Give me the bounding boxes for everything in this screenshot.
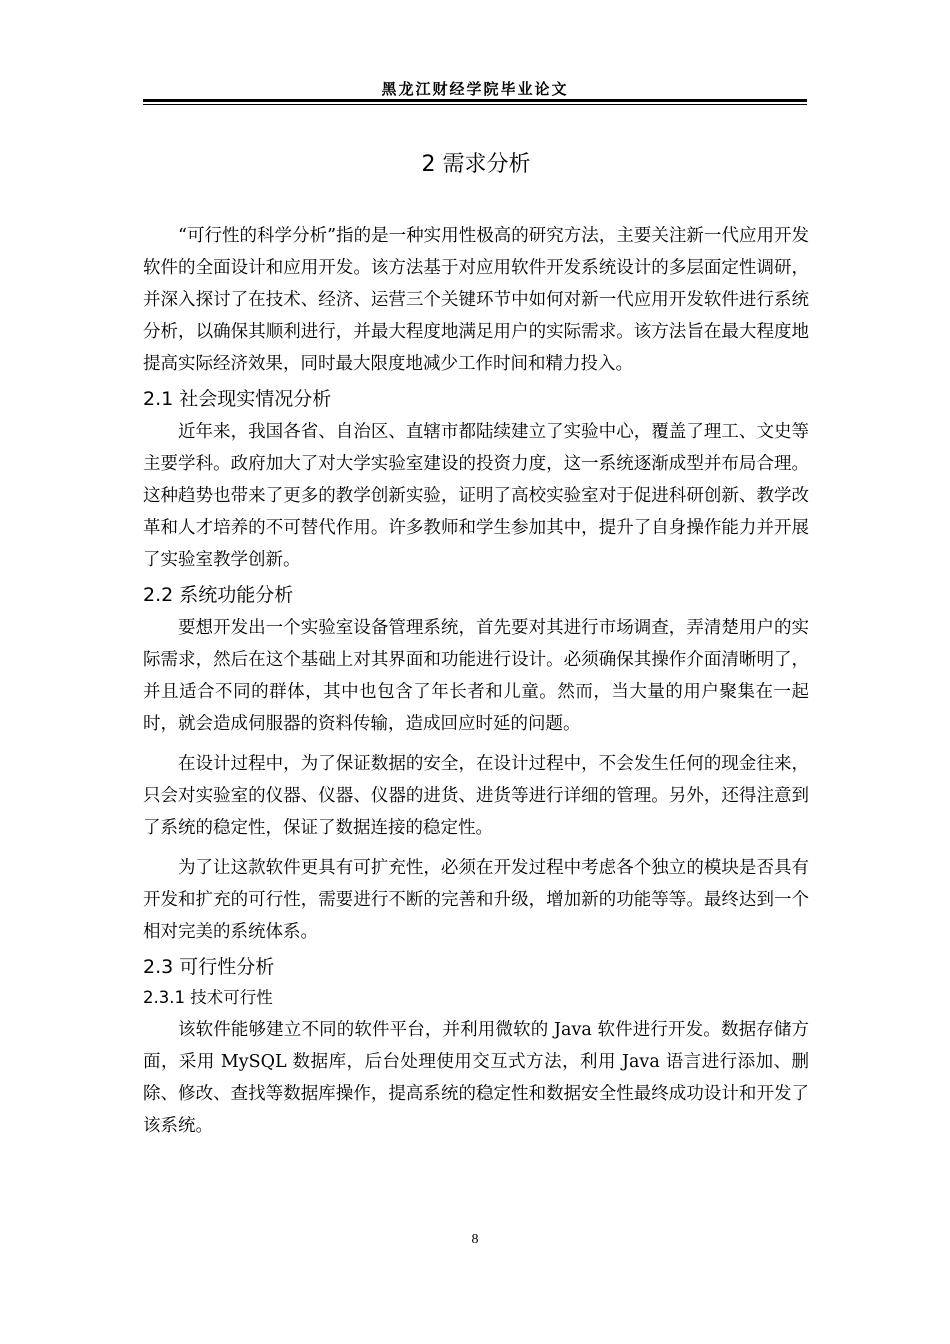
section-heading-2-3: 2.3 可行性分析 — [143, 956, 275, 978]
subsection-2-3-1-paragraph: 该软件能够建立不同的软件平台，并利用微软的 Java 软件进行开发。数据存储方面，采用 MySQL 数据库，后台处理使用交互式方法，利用 Java 语言进行添加、删除、修改、查找等数据库操作，提高系统的稳定性和数据安全性最终成功设计和开发了该系统。 — [143, 1020, 809, 1136]
running-header: 黑龙江财经学院毕业论文 — [381, 80, 569, 98]
header-rule-thin — [143, 104, 807, 105]
section-2-1-paragraph: 近年来，我国各省、自治区、直辖市都陆续建立了实验中心，覆盖了理工、文史等主要学科。政府加大了对大学实验室建设的投资力度，这一系统逐渐成型并布局合理。这种趋势也带来了更多的教学创新实验，证明了高校实验室对于促进科研创新、教学改革和人才培养的不可替代作用。许多教师和学生参加其中，提升了自身操作能力并开展了实验室教学创新。 — [143, 422, 809, 570]
page-content — [143, 140, 809, 1142]
section-heading-2-1: 2.1 社会现实情况分析 — [143, 388, 332, 410]
section-2-2-paragraph-3: 为了让这款软件更具有可扩充性，必须在开发过程中考虑各个独立的模块是否具有开发和扩充的可行性，需要进行不断的完善和升级，增加新的功能等等。最终达到一个相对完美的系统体系。 — [143, 858, 809, 942]
page-number: 8 — [471, 1232, 479, 1247]
chapter-intro-paragraph: “可行性的科学分析”指的是一种实用性极高的研究方法，主要关注新一代应用开发软件的全面设计和应用开发。该方法基于对应用软件开发系统设计的多层面定性调研，并深入探讨了在技术、经济、运营三个关键环节中如何对新一代应用开发软件进行系统分析，以确保其顺利进行，并最大程度地满足用户的实际需求。该方法旨在最大程度地提高实际经济效果，同时最大限度地减少工作时间和精力投入。 — [143, 226, 809, 374]
section-2-2-paragraph-1: 要想开发出一个实验室设备管理系统，首先要对其进行市场调查，弄清楚用户的实际需求，然后在这个基础上对其界面和功能进行设计。必须确保其操作介面清晰明了，并且适合不同的群体，其中也包含了年长者和儿童。然而，当大量的用户聚集在一起时，就会造成伺服器的资料传输，造成回应时延的问题。 — [143, 618, 809, 734]
section-heading-2-2: 2.2 系统功能分析 — [143, 584, 294, 606]
section-2-2-paragraph-2: 在设计过程中，为了保证数据的安全，在设计过程中，不会发生任何的现金往来，只会对实验室的仪器、仪器、仪器的进货、进货等进行详细的管理。另外，还得注意到了系统的稳定性，保证了数据连接的稳定性。 — [143, 754, 809, 838]
chapter-title: 2 需求分析 — [421, 152, 531, 177]
header-rule-thick — [143, 99, 807, 102]
subsection-heading-2-3-1: 2.3.1 技术可行性 — [143, 988, 273, 1007]
